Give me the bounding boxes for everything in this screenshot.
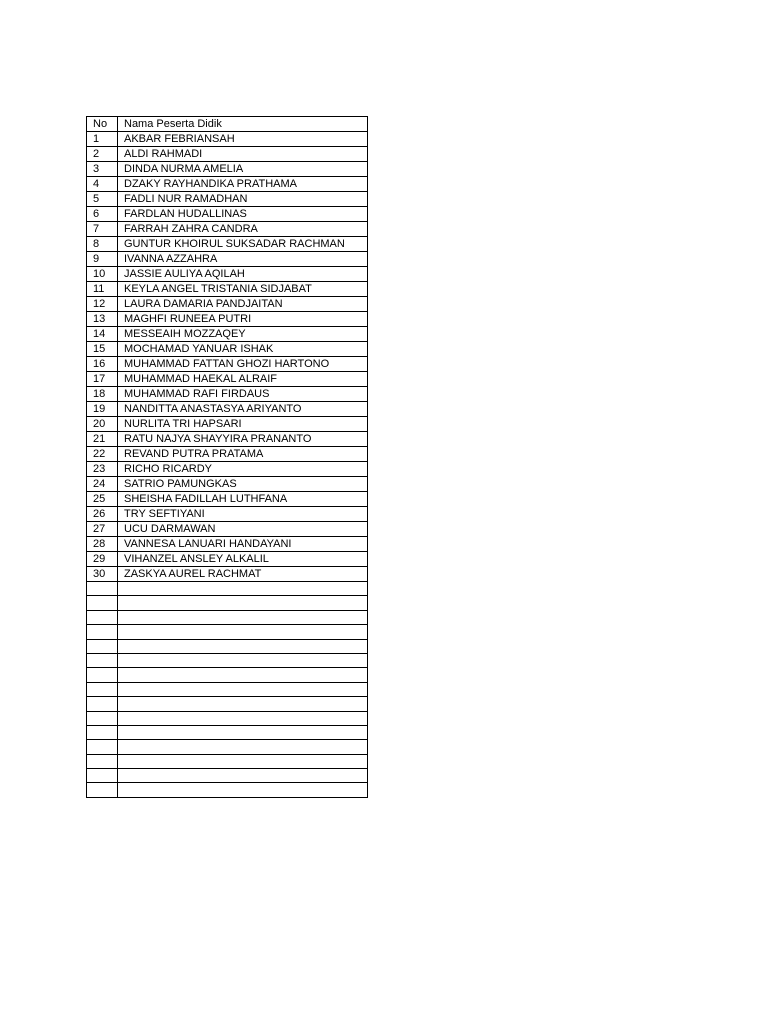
student-name-cell [118,610,368,624]
student-name-cell: MAGHFI RUNEEA PUTRI [118,312,368,327]
row-number-cell: 3 [87,162,118,177]
row-number-cell: 1 [87,132,118,147]
table-row [87,697,368,711]
header-no: No [87,117,118,132]
table-row [87,387,368,402]
table-row [87,237,368,252]
student-name-cell: ZASKYA AUREL RACHMAT [118,567,368,582]
table-row [87,432,368,447]
student-name-cell [118,682,368,696]
row-number-cell [87,754,118,768]
row-number-cell: 9 [87,252,118,267]
table-row [87,267,368,282]
table-row [87,357,368,372]
table-row [87,282,368,297]
row-number-cell: 2 [87,147,118,162]
table-row [87,327,368,342]
student-name-cell: ALDI RAHMADI [118,147,368,162]
table-row [87,625,368,639]
table-row [87,639,368,653]
table-row [87,207,368,222]
table-row [87,582,368,596]
row-number-cell: 27 [87,522,118,537]
student-name-cell: REVAND PUTRA PRATAMA [118,447,368,462]
row-number-cell: 8 [87,237,118,252]
student-name-cell [118,740,368,754]
table-row [87,537,368,552]
table-row [87,342,368,357]
student-roster-table [86,116,368,798]
student-name-cell: GUNTUR KHOIRUL SUKSADAR RACHMAN [118,237,368,252]
row-number-cell: 20 [87,417,118,432]
row-number-cell [87,783,118,797]
student-name-cell: VIHANZEL ANSLEY ALKALIL [118,552,368,567]
student-name-cell: UCU DARMAWAN [118,522,368,537]
student-name-cell [118,625,368,639]
student-name-cell: FARRAH ZAHRA CANDRA [118,222,368,237]
header-row [87,117,368,132]
student-name-cell: AKBAR FEBRIANSAH [118,132,368,147]
table-row [87,769,368,783]
student-name-cell: FARDLAN HUDALLINAS [118,207,368,222]
table-row [87,610,368,624]
table-row [87,596,368,610]
table-row [87,252,368,267]
table-row [87,417,368,432]
row-number-cell [87,711,118,725]
student-name-cell: RICHO RICARDY [118,462,368,477]
row-number-cell: 28 [87,537,118,552]
row-number-cell: 22 [87,447,118,462]
row-number-cell: 26 [87,507,118,522]
row-number-cell [87,653,118,667]
table-row [87,740,368,754]
row-number-cell [87,582,118,596]
table-row [87,447,368,462]
student-name-cell [118,725,368,739]
row-number-cell: 21 [87,432,118,447]
table-row [87,682,368,696]
student-name-cell [118,783,368,797]
student-name-cell: KEYLA ANGEL TRISTANIA SIDJABAT [118,282,368,297]
table-row [87,402,368,417]
row-number-cell [87,725,118,739]
roster-body [87,117,368,798]
row-number-cell [87,625,118,639]
student-name-cell: TRY SEFTIYANI [118,507,368,522]
table-row [87,372,368,387]
table-row [87,783,368,797]
student-name-cell [118,697,368,711]
table-row [87,567,368,582]
row-number-cell: 23 [87,462,118,477]
table-row [87,754,368,768]
student-name-cell: IVANNA AZZAHRA [118,252,368,267]
row-number-cell: 4 [87,177,118,192]
student-name-cell: JASSIE AULIYA AQILAH [118,267,368,282]
table-row [87,312,368,327]
student-name-cell [118,582,368,596]
table-row [87,653,368,667]
row-number-cell [87,740,118,754]
student-name-cell [118,653,368,667]
table-row [87,725,368,739]
student-name-cell: SATRIO PAMUNGKAS [118,477,368,492]
student-name-cell: MUHAMMAD HAEKAL ALRAIF [118,372,368,387]
student-name-cell: LAURA DAMARIA PANDJAITAN [118,297,368,312]
header-name: Nama Peserta Didik [118,117,368,132]
row-number-cell: 13 [87,312,118,327]
table-row [87,222,368,237]
student-name-cell: MUHAMMAD FATTAN GHOZI HARTONO [118,357,368,372]
row-number-cell: 30 [87,567,118,582]
student-name-cell: MUHAMMAD RAFI FIRDAUS [118,387,368,402]
student-name-cell: SHEISHA FADILLAH LUTHFANA [118,492,368,507]
table-row [87,522,368,537]
table-row [87,477,368,492]
student-name-cell [118,711,368,725]
table-row [87,462,368,477]
row-number-cell [87,682,118,696]
student-name-cell [118,769,368,783]
student-name-cell [118,668,368,682]
row-number-cell: 17 [87,372,118,387]
row-number-cell: 10 [87,267,118,282]
table-row [87,162,368,177]
row-number-cell [87,668,118,682]
student-name-cell: NURLITA TRI HAPSARI [118,417,368,432]
row-number-cell [87,769,118,783]
table-row [87,492,368,507]
table-row [87,132,368,147]
table-row [87,147,368,162]
row-number-cell: 24 [87,477,118,492]
table-row [87,192,368,207]
student-name-cell: MOCHAMAD YANUAR ISHAK [118,342,368,357]
student-name-cell: NANDITTA ANASTASYA ARIYANTO [118,402,368,417]
table-row [87,177,368,192]
table-row [87,552,368,567]
student-name-cell: VANNESA LANUARI HANDAYANI [118,537,368,552]
row-number-cell: 18 [87,387,118,402]
row-number-cell [87,610,118,624]
student-name-cell: DZAKY RAYHANDIKA PRATHAMA [118,177,368,192]
table-row [87,711,368,725]
student-name-cell: RATU NAJYA SHAYYIRA PRANANTO [118,432,368,447]
row-number-cell: 29 [87,552,118,567]
row-number-cell: 15 [87,342,118,357]
row-number-cell: 6 [87,207,118,222]
row-number-cell [87,639,118,653]
row-number-cell [87,697,118,711]
student-name-cell: FADLI NUR RAMADHAN [118,192,368,207]
student-name-cell [118,639,368,653]
row-number-cell: 12 [87,297,118,312]
table-row [87,668,368,682]
student-name-cell: MESSEAIH MOZZAQEY [118,327,368,342]
table-row [87,297,368,312]
row-number-cell: 16 [87,357,118,372]
row-number-cell [87,596,118,610]
student-name-cell: DINDA NURMA AMELIA [118,162,368,177]
student-name-cell [118,754,368,768]
row-number-cell: 11 [87,282,118,297]
row-number-cell: 5 [87,192,118,207]
row-number-cell: 7 [87,222,118,237]
row-number-cell: 14 [87,327,118,342]
table-row [87,507,368,522]
row-number-cell: 25 [87,492,118,507]
row-number-cell: 19 [87,402,118,417]
student-name-cell [118,596,368,610]
